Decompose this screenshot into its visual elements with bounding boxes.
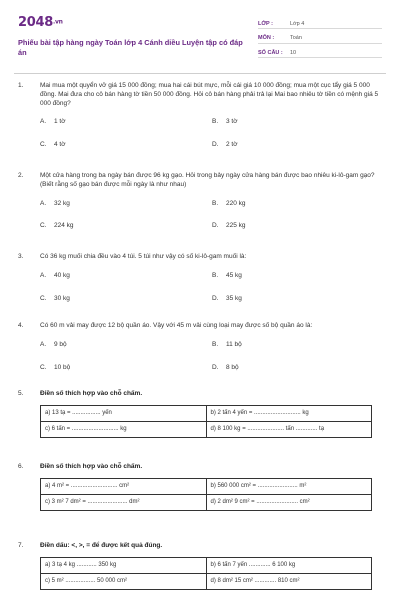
option-label: B. xyxy=(212,271,219,279)
question-2 xyxy=(18,172,382,231)
option-label: D. xyxy=(212,222,219,230)
option-text: 9 bộ xyxy=(54,340,67,348)
option-c[interactable] xyxy=(40,141,212,150)
option-text: 224 kg xyxy=(54,222,74,230)
option-text: 220 kg xyxy=(226,199,246,207)
option-text: 11 bộ xyxy=(226,340,242,348)
question-title: Điền số thích hợp vào chỗ chấm. xyxy=(40,463,143,470)
question-text: Có 36 kg muối chia đều vào 4 túi. 5 túi như vậy có số ki-lô-gam muối là: xyxy=(40,253,247,260)
fill-cell[interactable]: d) 8 dm² 15 cm² ............. 810 cm² xyxy=(206,573,372,589)
option-label: B. xyxy=(212,199,219,207)
meta-class-row xyxy=(258,16,382,29)
option-c[interactable] xyxy=(40,295,212,304)
option-text: 8 bộ xyxy=(226,363,239,371)
option-d[interactable] xyxy=(212,141,384,150)
question-number: 7. xyxy=(18,542,24,549)
option-text: 2 tờ xyxy=(226,141,238,149)
option-c[interactable] xyxy=(40,364,212,373)
option-b[interactable] xyxy=(212,200,384,209)
option-a[interactable] xyxy=(40,341,212,350)
question-5 xyxy=(18,390,382,438)
option-d[interactable] xyxy=(212,295,384,304)
option-a[interactable] xyxy=(40,118,212,127)
option-text: 35 kg xyxy=(226,294,242,302)
question-4 xyxy=(18,322,382,372)
meta-key: SỐ CÂU : xyxy=(258,49,283,56)
meta-key: MÔN : xyxy=(258,35,275,42)
option-text: 32 kg xyxy=(54,199,70,207)
question-number: 4. xyxy=(18,322,24,329)
question-6 xyxy=(18,463,382,511)
option-text: 4 tờ xyxy=(54,141,66,149)
fill-cell[interactable]: a) 4 m² = ............................ cm² xyxy=(41,478,207,494)
option-label: D. xyxy=(212,141,219,149)
option-label: A. xyxy=(40,118,47,126)
question-text: Một cửa hàng trong ba ngày bán được 96 kg gạo. Hỏi trong bảy ngày cửa hàng bán được bao nhiêu ki-lô-gam gạo? (Biết rằng số gạo bán được mỗi ngày là như nhau) xyxy=(40,172,375,188)
answer-options xyxy=(40,272,382,304)
worksheet-meta xyxy=(258,14,382,70)
option-label: B. xyxy=(212,118,219,126)
question-number: 5. xyxy=(18,390,24,397)
table-row xyxy=(41,494,372,510)
question-1 xyxy=(18,82,382,150)
fill-cell[interactable]: b) 560 000 cm² = ........................ m² xyxy=(206,478,372,494)
answer-options xyxy=(40,200,382,232)
worksheet-header xyxy=(18,14,382,70)
question-text: Có 60 m vải may được 12 bộ quần áo. Vậy với 45 m vải cùng loại may được số bộ quần áo là: xyxy=(40,322,313,329)
option-a[interactable] xyxy=(40,200,212,209)
option-c[interactable] xyxy=(40,222,212,231)
option-label: A. xyxy=(40,199,47,207)
table-row xyxy=(41,421,372,437)
option-b[interactable] xyxy=(212,341,384,350)
answer-options xyxy=(40,118,382,150)
fill-cell[interactable]: c) 6 tấn = ............................ kg xyxy=(41,421,207,437)
option-text: 40 kg xyxy=(54,271,70,279)
logo-tld: .vn xyxy=(52,18,63,26)
meta-subject-row xyxy=(258,31,382,44)
option-label: C. xyxy=(40,141,47,149)
option-b[interactable] xyxy=(212,272,384,281)
option-label: A. xyxy=(40,271,47,279)
table-row xyxy=(41,573,372,589)
question-number: 6. xyxy=(18,463,24,470)
option-d[interactable] xyxy=(212,364,384,373)
option-text: 225 kg xyxy=(226,222,246,230)
fill-cell[interactable]: a) 3 tạ 4 kg ............ 350 kg xyxy=(41,557,207,573)
logo-text: 2048 xyxy=(18,15,53,30)
question-title: Điền số thích hợp vào chỗ chấm. xyxy=(40,390,143,397)
meta-count-row xyxy=(258,45,382,58)
meta-value: Lớp 4 xyxy=(290,20,305,27)
option-label: D. xyxy=(212,294,219,302)
fill-table xyxy=(40,405,372,438)
option-d[interactable] xyxy=(212,222,384,231)
option-label: C. xyxy=(40,294,47,302)
answer-options xyxy=(40,341,382,373)
option-text: 10 bộ xyxy=(54,363,71,371)
option-label: C. xyxy=(40,363,47,371)
fill-cell[interactable]: d) 2 dm² 9 cm² = ......................... cm² xyxy=(206,494,372,510)
option-label: A. xyxy=(40,340,47,348)
option-label: C. xyxy=(40,222,47,230)
meta-value: Toán xyxy=(290,35,302,42)
question-number: 1. xyxy=(18,82,24,89)
option-b[interactable] xyxy=(212,118,384,127)
fill-cell[interactable]: c) 5 m² .................. 50 000 cm² xyxy=(41,573,207,589)
option-a[interactable] xyxy=(40,272,212,281)
fill-cell[interactable]: a) 13 tạ = ................. yến xyxy=(41,405,207,421)
question-number: 2. xyxy=(18,172,24,179)
question-7 xyxy=(18,542,382,590)
option-text: 3 tờ xyxy=(226,118,238,126)
fill-table xyxy=(40,557,372,590)
option-text: 45 kg xyxy=(226,271,242,279)
option-label: D. xyxy=(212,363,219,371)
question-title: Điền dấu: <, >, = để được kết quả đúng. xyxy=(40,542,163,549)
fill-cell[interactable]: d) 8 100 kg = ...................... tấn ............. tạ xyxy=(206,421,372,437)
table-row xyxy=(41,478,372,494)
fill-table xyxy=(40,478,372,511)
fill-cell[interactable]: b) 6 tấn 7 yến ............. 6 100 kg xyxy=(206,557,372,573)
meta-key: LỚP : xyxy=(258,20,273,27)
fill-cell[interactable]: c) 3 m² 7 dm² = ........................ dm² xyxy=(41,494,207,510)
table-row xyxy=(41,405,372,421)
option-label: B. xyxy=(212,340,219,348)
option-text: 30 kg xyxy=(54,294,70,302)
option-text: 1 tờ xyxy=(54,118,66,126)
question-number: 3. xyxy=(18,253,24,260)
question-text: Mai mua một quyển vở giá 15 000 đồng; mua hai cái bút mực, mỗi cái giá 10 000 đồng; mua một cục tẩy giá 5 000 đồng. Mai đưa cho cô bán hàng tờ tiền 50 000 đồng. Hỏi cô bán hàng phải trả lại Mai bao nhiêu tờ tiền có mệnh giá 5 000 đồng? xyxy=(40,82,379,107)
question-3 xyxy=(18,253,382,303)
site-logo[interactable] xyxy=(18,14,258,32)
worksheet-title: Phiếu bài tập hàng ngày Toán lớp 4 Cánh diều Luyện tập có đáp án xyxy=(18,37,243,57)
fill-cell[interactable]: b) 2 tấn 4 yến = ............................ kg xyxy=(206,405,372,421)
table-row xyxy=(41,557,372,573)
header-divider xyxy=(14,73,386,74)
meta-value: 10 xyxy=(290,49,297,56)
